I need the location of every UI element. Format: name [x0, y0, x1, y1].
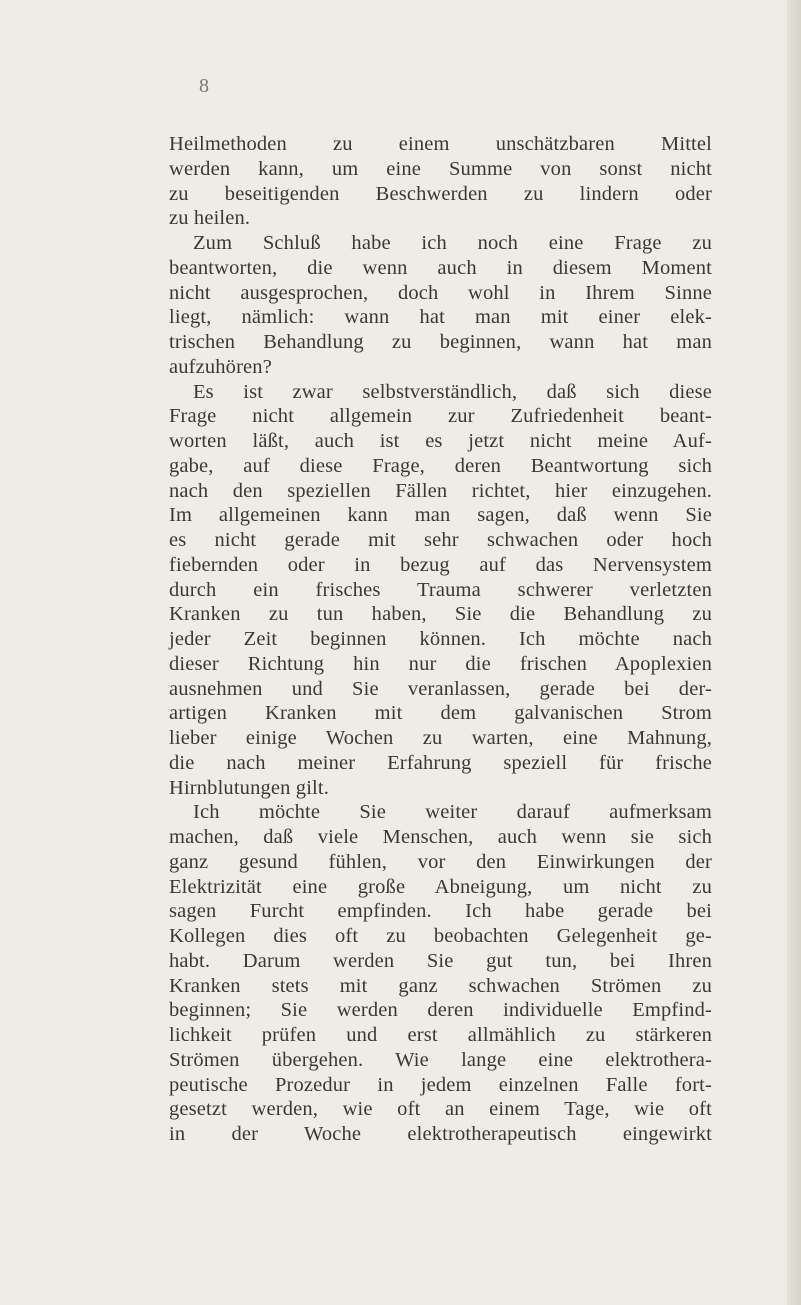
text-line: werden kann, um eine Summe von sonst nicht [169, 157, 712, 180]
text-line: fiebernden oder in bezug auf das Nervensystem [169, 553, 712, 576]
text-line: zu heilen. [169, 207, 251, 230]
text-line: liegt, nämlich: wann hat man mit einer elek- [169, 306, 712, 329]
text-line: Hirnblutungen gilt. [169, 776, 330, 799]
text-line: Heilmethoden zu einem unschätzbaren Mittel [169, 133, 712, 155]
text-line: Kranken stets mit ganz schwachen Strömen zu [169, 974, 712, 997]
text-line: beantworten, die wenn auch in diesem Moment [169, 256, 712, 279]
text-line: beginnen; Sie werden deren individuelle Empfind- [169, 999, 712, 1022]
text-line: zu beseitigenden Beschwerden zu lindern oder [169, 182, 712, 205]
body-text [169, 132, 712, 1147]
text-line: ganz gesund fühlen, vor den Einwirkungen der [169, 850, 712, 873]
text-line: peutische Prozedur in jedem einzelnen Falle fort- [169, 1073, 712, 1096]
text-line: Es ist zwar selbstverständlich, daß sich diese [193, 380, 712, 403]
text-line: Frage nicht allgemein zur Zufriedenheit beant- [169, 405, 712, 428]
text-line: worten läßt, auch ist es jetzt nicht meine Auf- [169, 430, 712, 452]
text-line: ausnehmen und Sie veranlassen, gerade bei der- [169, 677, 712, 700]
text-line: aufzuhören? [169, 355, 272, 378]
text-line: in der Woche elektrotherapeutisch eingewirkt [169, 1123, 712, 1145]
text-line: habt. Darum werden Sie gut tun, bei Ihren [169, 949, 712, 972]
text-line: artigen Kranken mit dem galvanischen Strom [169, 702, 712, 725]
text-line: gabe, auf diese Frage, deren Beantwortung sich [169, 454, 712, 477]
text-line: trischen Behandlung zu beginnen, wann hat man [169, 331, 712, 353]
text-line: Im allgemeinen kann man sagen, daß wenn Sie [169, 504, 712, 527]
page-edge-shadow [787, 0, 801, 1305]
text-line: nach den speziellen Fällen richtet, hier einzugehen. [169, 479, 712, 502]
text-line: Elektrizität eine große Abneigung, um nicht zu [169, 875, 712, 898]
text-line: Ich möchte Sie weiter darauf aufmerksam [193, 801, 712, 824]
text-line: gesetzt werden, wie oft an einem Tage, wie oft [169, 1098, 712, 1121]
page-number: 8 [199, 75, 209, 97]
text-line: durch ein frisches Trauma schwerer verletzten [169, 578, 712, 601]
text-line: Strömen übergehen. Wie lange eine elektrothera- [169, 1048, 712, 1071]
text-line: Zum Schluß habe ich noch eine Frage zu [193, 232, 712, 254]
text-line: machen, daß viele Menschen, auch wenn sie sich [169, 826, 712, 848]
text-line: lichkeit prüfen und erst allmählich zu stärkeren [169, 1024, 712, 1046]
text-line: die nach meiner Erfahrung speziell für frische [169, 751, 712, 774]
text-line: lieber einige Wochen zu warten, eine Mahnung, [169, 727, 712, 749]
text-line: dieser Richtung hin nur die frischen Apoplexien [169, 652, 712, 675]
text-line: nicht ausgesprochen, doch wohl in Ihrem Sinne [169, 281, 712, 304]
text-line: jeder Zeit beginnen können. Ich möchte nach [169, 628, 712, 650]
text-line: es nicht gerade mit sehr schwachen oder hoch [169, 529, 712, 551]
text-line: Kranken zu tun haben, Sie die Behandlung zu [169, 603, 712, 626]
text-line: Kollegen dies oft zu beobachten Gelegenheit ge- [169, 925, 712, 947]
text-line: sagen Furcht empfinden. Ich habe gerade bei [169, 900, 712, 923]
